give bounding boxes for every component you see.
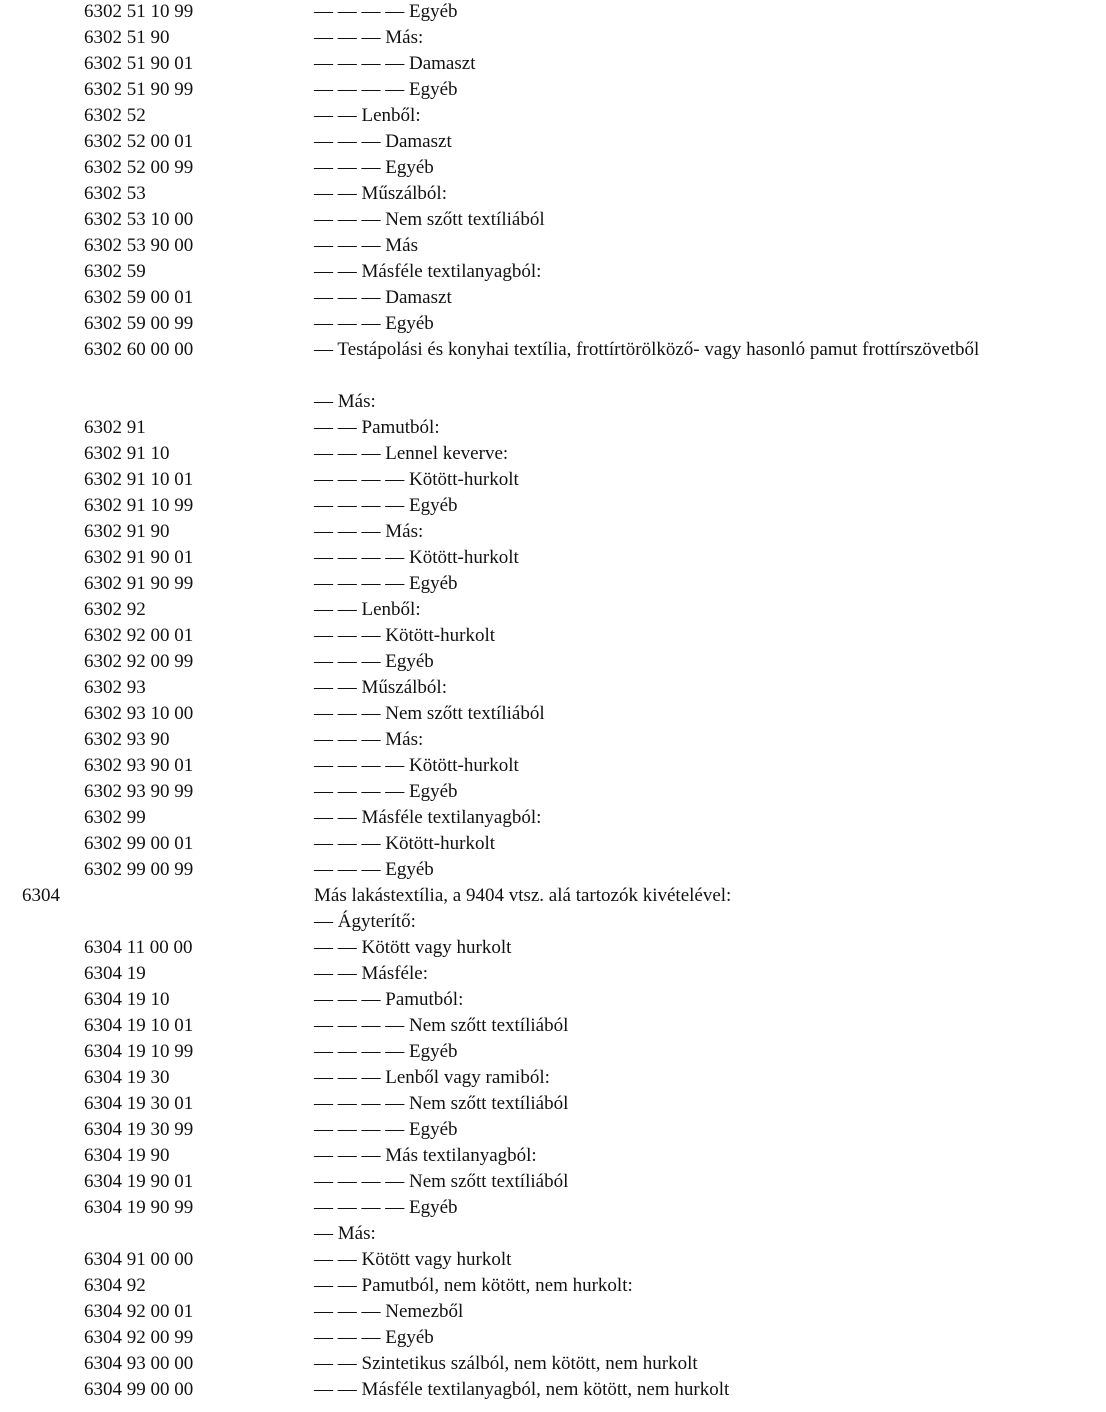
tariff-row: [0, 1247, 1106, 1273]
tariff-description: [314, 831, 1059, 857]
tariff-code: 6302 53 10 00: [84, 209, 194, 230]
tariff-row: [0, 129, 1106, 155]
tariff-code: 6304 92: [84, 1275, 146, 1296]
description-text: Műszálból:: [361, 183, 447, 204]
description-text: Egyéb: [385, 313, 434, 334]
tariff-description: [314, 1039, 1059, 1065]
tariff-code: 6304 19 30: [84, 1067, 170, 1088]
tariff-code: 6302 52: [84, 105, 146, 126]
indent-dashes: — — —: [314, 859, 386, 880]
tariff-description: [314, 51, 1059, 77]
tariff-description: [314, 181, 1059, 207]
tariff-code: 6302 59: [84, 261, 146, 282]
tariff-row: [0, 545, 1106, 571]
tariff-row: [0, 1117, 1106, 1143]
tariff-row: [0, 597, 1106, 623]
tariff-row: [0, 1013, 1106, 1039]
tariff-description: [314, 1091, 1059, 1117]
description-text: Másféle textilanyagból:: [361, 261, 542, 282]
description-text: Lenből vagy ramiból:: [385, 1067, 550, 1088]
indent-dashes: — — —: [314, 313, 386, 334]
tariff-description: [314, 207, 1059, 233]
tariff-code: 6302 51 10 99: [84, 1, 194, 22]
description-text: Egyéb: [385, 1327, 434, 1348]
indent-dashes: — — —: [314, 1145, 386, 1166]
tariff-row: [0, 1065, 1106, 1091]
tariff-code: 6304 19 90 99: [84, 1197, 194, 1218]
tariff-description: [314, 1377, 1059, 1403]
tariff-code: 6302 93 90 01: [84, 755, 194, 776]
tariff-code: 6302 91 10: [84, 443, 170, 464]
indent-dashes: — — —: [314, 27, 386, 48]
indent-dashes: — —: [314, 417, 362, 438]
indent-dashes: — — — —: [314, 755, 409, 776]
indent-dashes: — — —: [314, 1067, 386, 1088]
tariff-code: 6304: [22, 885, 60, 906]
tariff-description: [314, 727, 1059, 753]
tariff-description: [314, 1169, 1059, 1195]
description-text: Egyéb: [409, 1, 458, 22]
tariff-row: [0, 805, 1106, 831]
description-text: Egyéb: [409, 1041, 458, 1062]
tariff-row: [0, 1299, 1106, 1325]
tariff-description: [314, 1247, 1059, 1273]
indent-dashes: — —: [314, 1353, 362, 1374]
tariff-code: 6302 91 10 99: [84, 495, 194, 516]
indent-dashes: — — —: [314, 521, 386, 542]
tariff-description: [314, 753, 1059, 779]
tariff-row: [0, 415, 1106, 441]
tariff-code: 6302 60 00 00: [84, 339, 194, 360]
tariff-row: [0, 259, 1106, 285]
description-text: Lennel keverve:: [385, 443, 509, 464]
tariff-row: [0, 311, 1106, 337]
tariff-row: [0, 571, 1106, 597]
indent-dashes: — — —: [314, 287, 386, 308]
description-text: Damaszt: [409, 53, 476, 74]
tariff-row: [0, 51, 1106, 77]
tariff-row: [0, 155, 1106, 181]
tariff-code: 6304 99 00 00: [84, 1379, 194, 1400]
indent-dashes: —: [314, 911, 338, 932]
description-text: Más:: [337, 391, 376, 412]
tariff-description: [314, 1273, 1059, 1299]
indent-dashes: — — — —: [314, 469, 409, 490]
indent-dashes: — — — —: [314, 1171, 409, 1192]
tariff-description: [314, 77, 1059, 103]
tariff-code: 6302 92 00 99: [84, 651, 194, 672]
indent-dashes: — —: [314, 677, 362, 698]
tariff-code: 6304 19 90: [84, 1145, 170, 1166]
tariff-row: [0, 1091, 1106, 1117]
tariff-code: 6302 51 90 99: [84, 79, 194, 100]
tariff-row: [0, 857, 1106, 883]
indent-dashes: — — — —: [314, 781, 409, 802]
tariff-row: [0, 493, 1106, 519]
tariff-code: 6302 59 00 99: [84, 313, 194, 334]
tariff-code: 6304 19 90 01: [84, 1171, 194, 1192]
tariff-row: [0, 701, 1106, 727]
tariff-row: [0, 779, 1106, 805]
description-text: Más:: [385, 27, 424, 48]
indent-dashes: — —: [314, 105, 362, 126]
tariff-row: [0, 25, 1106, 51]
tariff-description: [314, 987, 1059, 1013]
tariff-description: [314, 545, 1059, 571]
description-text: Egyéb: [409, 781, 458, 802]
indent-dashes: —: [314, 391, 338, 412]
tariff-description: [314, 1065, 1059, 1091]
indent-dashes: — — — —: [314, 573, 409, 594]
indent-dashes: — —: [314, 261, 362, 282]
indent-dashes: — — —: [314, 989, 386, 1010]
description-text: Nem szőtt textíliából: [409, 1093, 569, 1114]
description-text: Kötött vagy hurkolt: [361, 937, 512, 958]
tariff-row: [0, 1377, 1106, 1403]
tariff-description: [314, 1351, 1059, 1377]
tariff-code: 6302 93 90: [84, 729, 170, 750]
indent-dashes: — — — —: [314, 1, 409, 22]
tariff-code: 6304 19 30 01: [84, 1093, 194, 1114]
tariff-code: 6302 99 00 01: [84, 833, 194, 854]
indent-dashes: — —: [314, 807, 362, 828]
description-text: Egyéb: [385, 651, 434, 672]
tariff-row: [0, 1351, 1106, 1377]
indent-dashes: —: [314, 1223, 338, 1244]
tariff-row: [0, 961, 1106, 987]
tariff-row: [0, 467, 1106, 493]
description-text: Pamutból:: [385, 989, 464, 1010]
indent-dashes: — — —: [314, 1327, 386, 1348]
tariff-code: 6302 53: [84, 183, 146, 204]
description-text: Egyéb: [409, 1119, 458, 1140]
tariff-code: 6304 11 00 00: [84, 937, 193, 958]
tariff-row: [0, 1325, 1106, 1351]
tariff-row: [0, 103, 1106, 129]
description-text: Egyéb: [409, 495, 458, 516]
tariff-description: [314, 1117, 1059, 1143]
tariff-description: [314, 441, 1059, 467]
description-text: Damaszt: [385, 287, 452, 308]
tariff-code: 6304 19 30 99: [84, 1119, 194, 1140]
tariff-description: [314, 285, 1059, 311]
tariff-description: [314, 623, 1059, 649]
description-text: Kötött-hurkolt: [409, 469, 519, 490]
tariff-description: [314, 155, 1059, 181]
indent-dashes: —: [314, 339, 338, 360]
indent-dashes: — —: [314, 1275, 362, 1296]
indent-dashes: — — —: [314, 1301, 386, 1322]
tariff-code: 6302 91: [84, 417, 146, 438]
tariff-code: 6302 91 90 01: [84, 547, 194, 568]
indent-dashes: — — — —: [314, 1015, 409, 1036]
description-text: Pamutból, nem kötött, nem hurkolt:: [361, 1275, 633, 1296]
tariff-code: 6304 19: [84, 963, 146, 984]
tariff-row: [0, 1221, 1106, 1247]
description-text: Más textilanyagból:: [385, 1145, 537, 1166]
tariff-description: [314, 1013, 1059, 1039]
tariff-description: [314, 909, 1059, 935]
indent-dashes: — —: [314, 1379, 362, 1400]
indent-dashes: — — —: [314, 703, 386, 724]
description-text: Más lakástextília, a 9404 vtsz. alá tartozók kivételével:: [314, 885, 732, 906]
tariff-description: [314, 259, 1059, 285]
tariff-code: 6304 93 00 00: [84, 1353, 194, 1374]
tariff-code: 6302 99: [84, 807, 146, 828]
tariff-description: [314, 1143, 1059, 1169]
tariff-row: [0, 181, 1106, 207]
tariff-row: [0, 675, 1106, 701]
tariff-description: [314, 857, 1059, 883]
description-text: Szintetikus szálból, nem kötött, nem hurkolt: [361, 1353, 698, 1374]
indent-dashes: — —: [314, 599, 362, 620]
tariff-description: [314, 649, 1059, 675]
tariff-description: [314, 779, 1059, 805]
tariff-row: [0, 727, 1106, 753]
description-text: Egyéb: [385, 157, 434, 178]
indent-dashes: — — —: [314, 157, 386, 178]
indent-dashes: — — — —: [314, 1041, 409, 1062]
description-text: Más: [385, 235, 418, 256]
description-text: Más:: [385, 729, 424, 750]
tariff-code: 6302 51 90: [84, 27, 170, 48]
tariff-description: [314, 25, 1059, 51]
tariff-description: [314, 805, 1059, 831]
tariff-description: [314, 311, 1059, 337]
description-text: Damaszt: [385, 131, 452, 152]
tariff-row: [0, 1195, 1106, 1221]
tariff-description: [314, 1325, 1059, 1351]
tariff-row: [0, 1039, 1106, 1065]
tariff-code: 6302 92 00 01: [84, 625, 194, 646]
description-text: Lenből:: [361, 599, 421, 620]
description-text: Egyéb: [409, 79, 458, 100]
tariff-description: [314, 597, 1059, 623]
tariff-row: [0, 1169, 1106, 1195]
tariff-description: [314, 337, 1059, 363]
tariff-row: [0, 441, 1106, 467]
indent-dashes: — — —: [314, 443, 386, 464]
tariff-description: [314, 233, 1059, 259]
tariff-row: [0, 909, 1106, 935]
tariff-code: 6302 51 90 01: [84, 53, 194, 74]
indent-dashes: — — —: [314, 235, 386, 256]
indent-dashes: — — —: [314, 209, 386, 230]
tariff-code: 6302 93 90 99: [84, 781, 194, 802]
indent-dashes: — —: [314, 183, 362, 204]
tariff-code: 6302 52 00 01: [84, 131, 194, 152]
tariff-code: 6302 99 00 99: [84, 859, 194, 880]
tariff-row: [0, 935, 1106, 961]
tariff-description: [314, 701, 1059, 727]
description-text: Lenből:: [361, 105, 421, 126]
tariff-description: [314, 493, 1059, 519]
tariff-row: [0, 987, 1106, 1013]
tariff-code: 6304 19 10 99: [84, 1041, 194, 1062]
indent-dashes: — — —: [314, 131, 386, 152]
indent-dashes: — —: [314, 937, 362, 958]
indent-dashes: — — — —: [314, 495, 409, 516]
description-text: Egyéb: [409, 573, 458, 594]
indent-dashes: — — — —: [314, 1197, 409, 1218]
tariff-description: [314, 129, 1059, 155]
indent-dashes: — — — —: [314, 1119, 409, 1140]
description-text: Műszálból:: [361, 677, 447, 698]
tariff-row: [0, 0, 1106, 25]
tariff-code: 6302 93: [84, 677, 146, 698]
indent-dashes: — —: [314, 963, 362, 984]
tariff-description: [314, 415, 1059, 441]
tariff-row: [0, 389, 1106, 415]
description-text: Kötött-hurkolt: [385, 625, 496, 646]
description-text: Más:: [385, 521, 424, 542]
description-text: Kötött-hurkolt: [409, 547, 519, 568]
tariff-code: 6302 53 90 00: [84, 235, 194, 256]
tariff-row: [0, 337, 1106, 389]
description-text: Kötött-hurkolt: [409, 755, 519, 776]
tariff-description: [314, 467, 1059, 493]
tariff-description: [314, 935, 1059, 961]
indent-dashes: — —: [314, 1249, 362, 1270]
tariff-description: [314, 519, 1059, 545]
tariff-code: 6304 91 00 00: [84, 1249, 194, 1270]
description-text: Más:: [337, 1223, 376, 1244]
description-text: Nem szőtt textíliából: [385, 209, 545, 230]
indent-dashes: — — — —: [314, 547, 409, 568]
tariff-description: [314, 571, 1059, 597]
tariff-code: 6302 91 90: [84, 521, 170, 542]
description-text: Kötött vagy hurkolt: [361, 1249, 512, 1270]
tariff-code: 6302 93 10 00: [84, 703, 194, 724]
description-text: Testápolási és konyhai textília, frottírtörölköző- vagy hasonló pamut frottírszövetből: [337, 339, 980, 360]
description-text: Ágyterítő:: [337, 911, 416, 932]
description-text: Másféle:: [361, 963, 428, 984]
tariff-description: [314, 0, 1059, 25]
description-text: Pamutból:: [361, 417, 440, 438]
description-text: Nem szőtt textíliából: [409, 1015, 569, 1036]
tariff-row: [0, 519, 1106, 545]
tariff-code: 6302 91 10 01: [84, 469, 194, 490]
tariff-row: [0, 623, 1106, 649]
tariff-description: [314, 1221, 1059, 1247]
tariff-code: 6302 92: [84, 599, 146, 620]
description-text: Másféle textilanyagból:: [361, 807, 542, 828]
tariff-row: [0, 1143, 1106, 1169]
indent-dashes: — — —: [314, 833, 386, 854]
tariff-description: [314, 675, 1059, 701]
tariff-code: 6302 91 90 99: [84, 573, 194, 594]
description-text: Nemezből: [385, 1301, 464, 1322]
tariff-code: 6302 59 00 01: [84, 287, 194, 308]
tariff-description: [314, 883, 1059, 909]
tariff-row: [0, 831, 1106, 857]
tariff-description: [314, 961, 1059, 987]
indent-dashes: — — —: [314, 651, 386, 672]
indent-dashes: — — —: [314, 625, 386, 646]
indent-dashes: — — — —: [314, 1093, 409, 1114]
tariff-code: 6304 19 10 01: [84, 1015, 194, 1036]
description-text: Nem szőtt textíliából: [409, 1171, 569, 1192]
tariff-code: 6304 19 10: [84, 989, 170, 1010]
tariff-description: [314, 103, 1059, 129]
description-text: Kötött-hurkolt: [385, 833, 496, 854]
tariff-code: 6302 52 00 99: [84, 157, 194, 178]
description-text: Másféle textilanyagból, nem kötött, nem hurkolt: [361, 1379, 730, 1400]
description-text: Egyéb: [409, 1197, 458, 1218]
tariff-description: [314, 1299, 1059, 1325]
tariff-row: [0, 207, 1106, 233]
heading-row: [0, 883, 1106, 909]
tariff-code: 6304 92 00 01: [84, 1301, 194, 1322]
tariff-description: [314, 389, 1059, 415]
description-text: Egyéb: [385, 859, 434, 880]
tariff-code: 6304 92 00 99: [84, 1327, 194, 1348]
tariff-row: [0, 77, 1106, 103]
description-text: Nem szőtt textíliából: [385, 703, 545, 724]
tariff-row: [0, 1273, 1106, 1299]
tariff-row: [0, 753, 1106, 779]
indent-dashes: — — —: [314, 729, 386, 750]
tariff-row: [0, 233, 1106, 259]
tariff-description: [314, 1195, 1059, 1221]
indent-dashes: — — — —: [314, 53, 409, 74]
tariff-row: [0, 649, 1106, 675]
indent-dashes: — — — —: [314, 79, 409, 100]
tariff-row: [0, 285, 1106, 311]
